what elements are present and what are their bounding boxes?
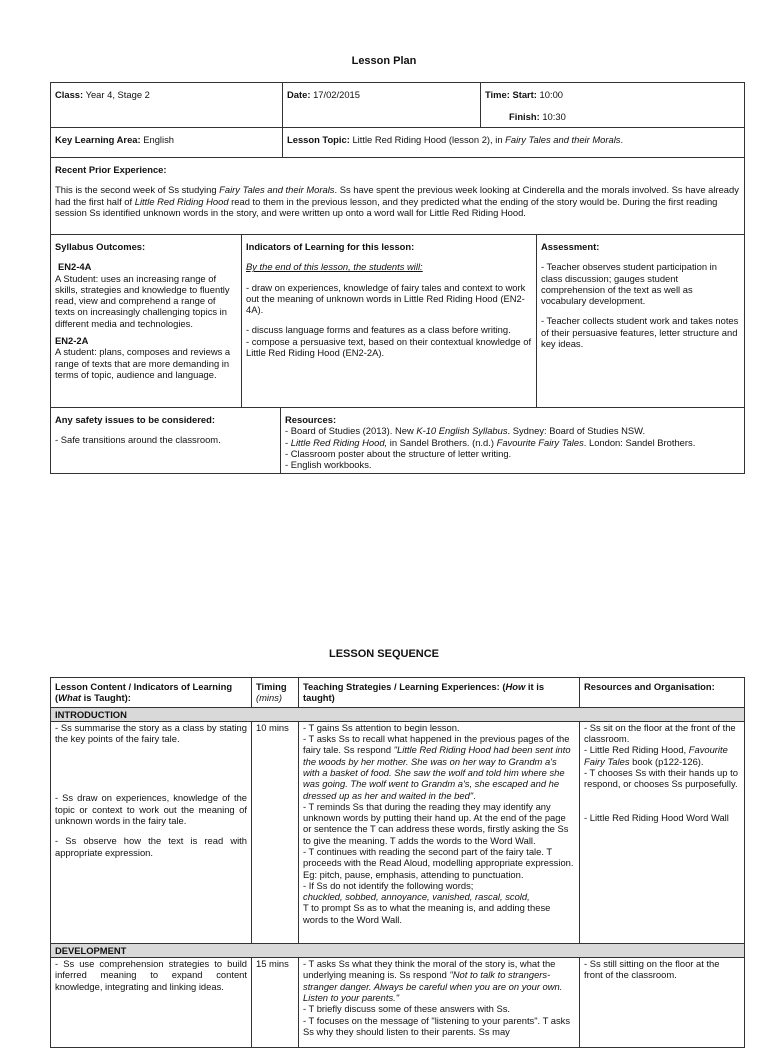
indicator-3: - compose a persuasive text, based on their contextual knowledge of Little Red Riding Hood (EN2-2A). <box>246 335 532 358</box>
intro-resource-2-a: - Little Red Riding Hood, <box>584 744 689 756</box>
syllabus-label: Syllabus Outcomes: <box>55 241 146 252</box>
kla-label: Key Learning Area: <box>55 134 141 145</box>
safety-cell <box>51 408 281 474</box>
outcome1-text: A Student: uses an increasing range of skills, strategies and knowledge to fluently read, view and comprehend a range of texts on increasingly challenging topics in different media and technologies. <box>55 272 230 329</box>
seq-header-content-c: is Taught): <box>81 692 131 704</box>
intro-content-2: - Ss draw on experiences, knowledge of the topic or context to work out the meaning of unknown words in the fairy tale. <box>55 792 247 826</box>
intro-resource-2 <box>584 744 740 767</box>
resource-1-c: . Sydney: Board of Studies NSW. <box>507 425 646 437</box>
dev-strategy-3: - T focuses on the message of "listening to your parents". T asks Ss why they should listen to their parents. Ss may <box>303 1014 571 1037</box>
intro-strategy-2 <box>303 733 575 801</box>
prior-text-d: Little Red Riding Hood <box>134 195 229 207</box>
outcome2-text: A student: plans, composes and reviews a range of texts that are more demanding in terms of topic, audience and language. <box>55 346 231 380</box>
kla-cell <box>51 128 283 158</box>
class-label: Class: <box>55 89 84 100</box>
dev-strategy-1-quote: "Not to talk to strangers-stranger danger. Always be careful when you are on your own. Listen to your parents." <box>303 969 563 1003</box>
prior-text-e: read to them in the previous lesson, and they predicted what the ending of the story would be. During the first reading session Ss identified unknown words in the story, and were written up onto a word wall for Little Red Riding Hood. <box>55 195 718 218</box>
dev-timing: 15 mins <box>252 958 299 1048</box>
seq-header-strategies-b: How <box>505 681 526 692</box>
resource-1 <box>285 425 740 436</box>
resource-2-b: Little Red Riding Hood, <box>290 436 388 448</box>
seq-header-content-a: Lesson Content / Indicators of Learning ( <box>55 681 233 704</box>
outcome1-code: EN2-4A <box>58 261 92 273</box>
dev-content-1: - Ss use comprehension strategies to build inferred meaning to expand content knowledge, integrating and linking ideas. <box>55 958 247 992</box>
indicators-intro: By the end of this lesson, the students will: <box>246 261 423 273</box>
seq-header-content-b: What <box>58 692 82 704</box>
intro-strategy-5: - If Ss do not identify the following words; <box>303 879 474 891</box>
seq-header-strategies-c: it is taught) <box>303 681 545 704</box>
prior-text-b: Fairy Tales and their Morals <box>219 184 335 196</box>
seq-header-strategies-a: Teaching Strategies / Learning Experiences: ( <box>303 681 506 692</box>
intro-resources-cell <box>580 721 745 943</box>
lesson-sequence-table <box>50 677 745 1048</box>
finish-value: 10:30 <box>542 111 566 123</box>
date-value: 17/02/2015 <box>313 89 360 100</box>
indicators-cell <box>242 235 537 408</box>
intro-strategy-3: - T reminds Ss that during the reading they may identify any unknown words by putting their hand up. At the end of the page or sentence the T can address these words, firstly asking the Ss to give the meaning. T adds the words to the Word Wall. <box>303 800 569 846</box>
prior-experience-cell <box>51 158 745 235</box>
class-value: Year 4, Stage 2 <box>85 89 150 100</box>
intro-strategy-words: chuckled, sobbed, annoyance, vanished, rascal, scold, <box>303 891 530 903</box>
indicator-2: - discuss language forms and features as a class before writing. <box>246 324 511 336</box>
intro-resource-4: - Little Red Riding Hood Word Wall <box>584 811 729 823</box>
dev-resource-1: - Ss still sitting on the floor at the front of the classroom. <box>584 958 720 981</box>
intro-strategy-2-quote: "Little Red Riding Hood had been sent into the woods by her mother. She was on her way to Grandm a's with a basket of food. She saw the wolf and told him where she was going. The wolf went to Grandm a's, she escaped and he dressed up as her and waited in the bed" <box>303 744 571 801</box>
assessment-1: - Teacher observes student participation in class discussion; gauges student comprehension of the text as well as vocabulary development. <box>541 261 717 307</box>
time-start-label: Time: Start: <box>485 89 537 100</box>
assessment-2: - Teacher collects student work and takes notes of their persuasive features, letter structure and key ideas. <box>541 315 739 349</box>
topic-value: Little Red Riding Hood (lesson 2), in <box>352 134 506 145</box>
dev-resources-cell <box>580 958 745 1048</box>
section-introduction: INTRODUCTION <box>51 707 745 721</box>
seq-header-strategies <box>299 678 580 708</box>
intro-strategy-1: - T gains Ss attention to begin lesson. <box>303 721 460 733</box>
resources-cell <box>281 408 745 474</box>
intro-content-cell <box>51 721 252 943</box>
topic-value-italic: Fairy Tales and their Morals <box>505 134 621 145</box>
assessment-label: Assessment: <box>541 241 600 252</box>
prior-text-c: . Ss have spent the previous week looking at Cinderella and the morals involved. Ss have already had the first half of <box>55 184 739 207</box>
intro-strategies-cell <box>299 721 580 943</box>
resource-1-b: K-10 English Syllabus <box>416 425 508 437</box>
intro-strategy-4: - T continues with reading the second part of the fairy tale. T proceeds with the Read Aloud, modelling appropriate expression. Eg: pitch, pause, emphasis, attending to punctuation. <box>303 845 574 880</box>
intro-strategy-2-end: . <box>473 789 476 801</box>
outcome2-code: EN2-2A <box>55 334 89 346</box>
intro-content-1: - Ss summarise the story as a class by stating the key points of the fairy tale. <box>55 721 247 745</box>
dev-strategy-2: - T briefly discuss some of these answers with Ss. <box>303 1003 511 1015</box>
indicator-1: - draw on experiences, knowledge of fairy tales and context to work out the meaning of unknown words in Little Red Riding Hood (EN2-4A). <box>246 281 526 316</box>
dev-strategy-1 <box>303 958 575 1003</box>
resource-2-c: in Sandel Brothers. (n.d.) <box>387 436 497 448</box>
resource-2 <box>285 437 740 448</box>
section-development: DEVELOPMENT <box>51 943 745 957</box>
lesson-plan-table <box>50 82 745 235</box>
dev-content-cell <box>51 958 252 1048</box>
syllabus-cell <box>51 235 242 408</box>
page-title: Lesson Plan <box>351 55 417 67</box>
topic-value-end: . <box>620 134 624 145</box>
topic-cell <box>283 128 745 158</box>
outcomes-table <box>50 234 745 408</box>
time-start-value: 10:00 <box>539 89 563 100</box>
time-cell <box>481 83 745 128</box>
assessment-cell <box>537 235 745 408</box>
safety-label: Any safety issues to be considered: <box>55 414 215 425</box>
topic-label: Lesson Topic: <box>287 134 350 145</box>
seq-header-content <box>51 678 252 708</box>
prior-text <box>55 184 740 218</box>
resources-label: Resources: <box>285 414 337 425</box>
intro-resource-2-c: book (p122-126). <box>629 755 704 767</box>
prior-label: Recent Prior Experience: <box>55 164 167 175</box>
safety-text: - Safe transitions around the classroom. <box>55 434 221 446</box>
dev-strategy-1-a: - T asks Ss what they think the moral of the story is, what the underlying meaning is. Ss respond <box>303 958 556 981</box>
prior-text-a: This is the second week of Ss studying <box>55 184 220 196</box>
intro-strategy-2-a: - T asks Ss to recall what happened in the previous pages of the fairy tale. Ss respond <box>303 733 570 756</box>
resource-1-a: - Board of Studies (2013). New <box>285 425 417 437</box>
intro-resource-2-b: Favourite Fairy Tales <box>584 744 728 767</box>
resource-4: - English workbooks. <box>285 459 372 471</box>
finish-label: Finish: <box>509 111 540 123</box>
seq-header-resources: Resources and Organisation: <box>580 678 745 708</box>
resource-2-a: - <box>285 436 291 448</box>
date-cell <box>283 83 481 128</box>
date-label: Date: <box>287 89 311 100</box>
dev-strategies-cell <box>299 958 580 1048</box>
class-cell <box>51 83 283 128</box>
resource-2-e: . London: Sandel Brothers. <box>583 436 696 448</box>
intro-resource-3: - T chooses Ss with their hands up to respond, or chooses Ss purposefully. <box>584 766 738 790</box>
intro-strategy-6: T to prompt Ss as to what the meaning is, and adding these words to the Word Wall. <box>303 902 551 925</box>
intro-timing: 10 mins <box>252 721 299 943</box>
intro-resource-1: - Ss sit on the floor at the front of the classroom. <box>584 721 736 745</box>
safety-resources-table <box>50 407 745 474</box>
resource-3: - Classroom poster about the structure of letter writing. <box>285 447 512 459</box>
resource-2-d: Favourite Fairy Tales <box>496 436 584 448</box>
indicators-label: Indicators of Learning for this lesson: <box>246 241 415 252</box>
kla-value: English <box>143 134 174 145</box>
sequence-title: LESSON SEQUENCE <box>328 648 440 660</box>
intro-content-3: - Ss observe how the text is read with appropriate expression. <box>55 835 247 858</box>
seq-header-timing-sub: (mins) <box>256 692 283 704</box>
seq-header-timing-label: Timing <box>256 681 287 692</box>
seq-header-timing <box>252 678 299 708</box>
